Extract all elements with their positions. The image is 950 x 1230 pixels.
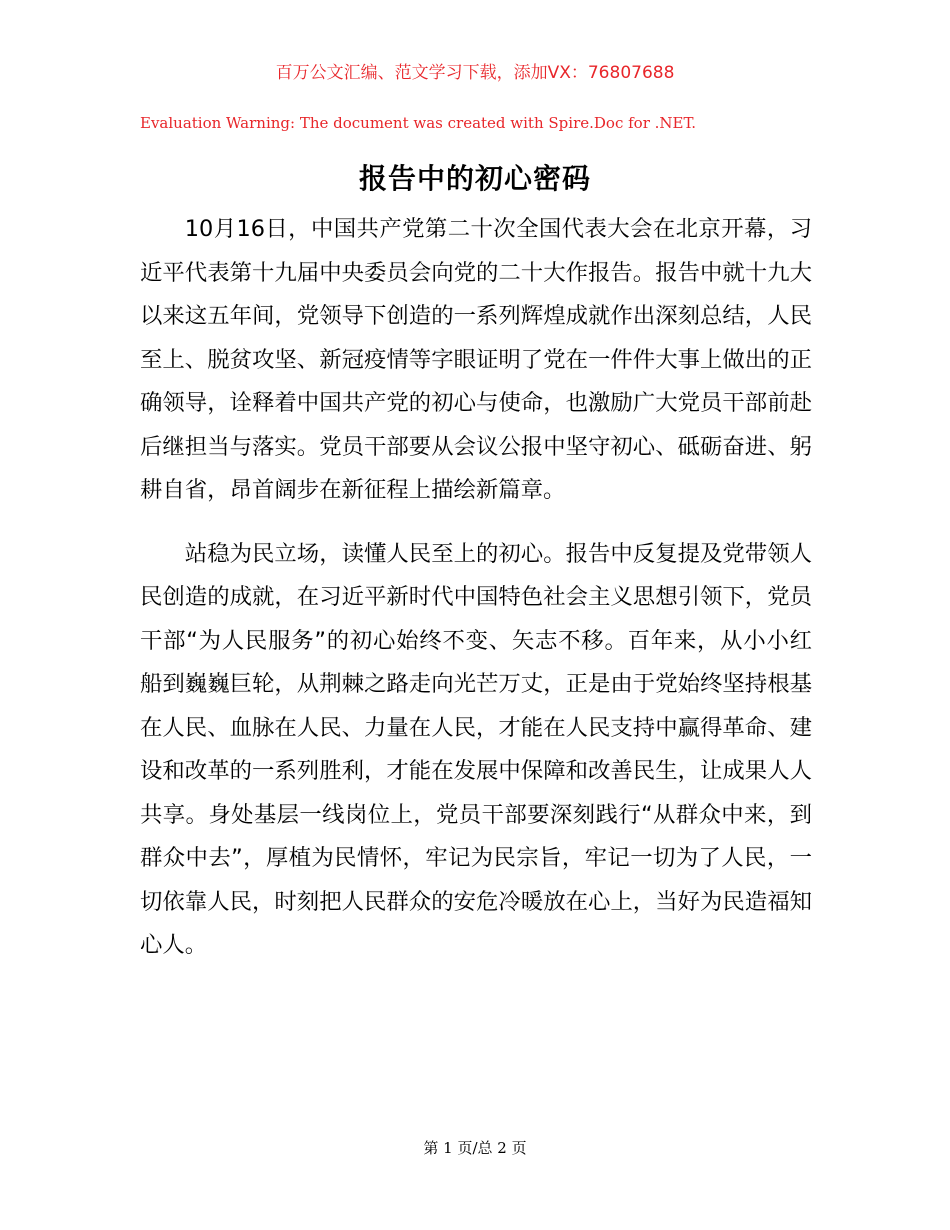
document-title: 报告中的初心密码 <box>358 162 591 195</box>
promo-header: 百万公文汇编、范文学习下载，添加VX：76807688 <box>275 63 675 83</box>
document-body <box>140 208 812 988</box>
page-number-footer: 第 1 页/总 2 页 <box>423 1139 527 1157</box>
evaluation-warning: Evaluation Warning: The document was created with Spire.Doc for .NET. <box>140 114 697 132</box>
paragraph-2: 站稳为民立场，读懂人民至上的初心。报告中反复提及党带领人民创造的成就，在习近平新时代中国特色社会主义思想引领下，党员干部“为人民服务”的初心始终不变、矢志不移。百年来，从小小红船到巍巍巨轮，从荆棘之路走向光芒万丈，正是由于党始终坚持根基在人民、血脉在人民、力量在人民，才能在人民支持中赢得革命、建设和改革的一系列胜利，才能在发展中保障和改善民生，让成果人人共享。身处基层一线岗位上，党员干部要深刻践行“从群众中来，到群众中去”，厚植为民情怀，牢记为民宗旨，牢记一切为了人民，一切依靠人民，时刻把人民群众的安危冷暖放在心上，当好为民造福知心人。 <box>140 540 812 958</box>
paragraph-1: 10月16日，中国共产党第二十次全国代表大会在北京开幕，习近平代表第十九届中央委员会向党的二十大作报告。报告中就十九大以来这五年间，党领导下创造的一系列辉煌成就作出深刻总结，人民至上、脱贫攻坚、新冠疫情等字眼证明了党在一件件大事上做出的正确领导，诠释着中国共产党的初心与使命，也激励广大党员干部前赴后继担当与落实。党员干部要从会议公报中坚守初心、砥砺奋进、躬耕自省，昂首阔步在新征程上描绘新篇章。 <box>140 216 812 503</box>
